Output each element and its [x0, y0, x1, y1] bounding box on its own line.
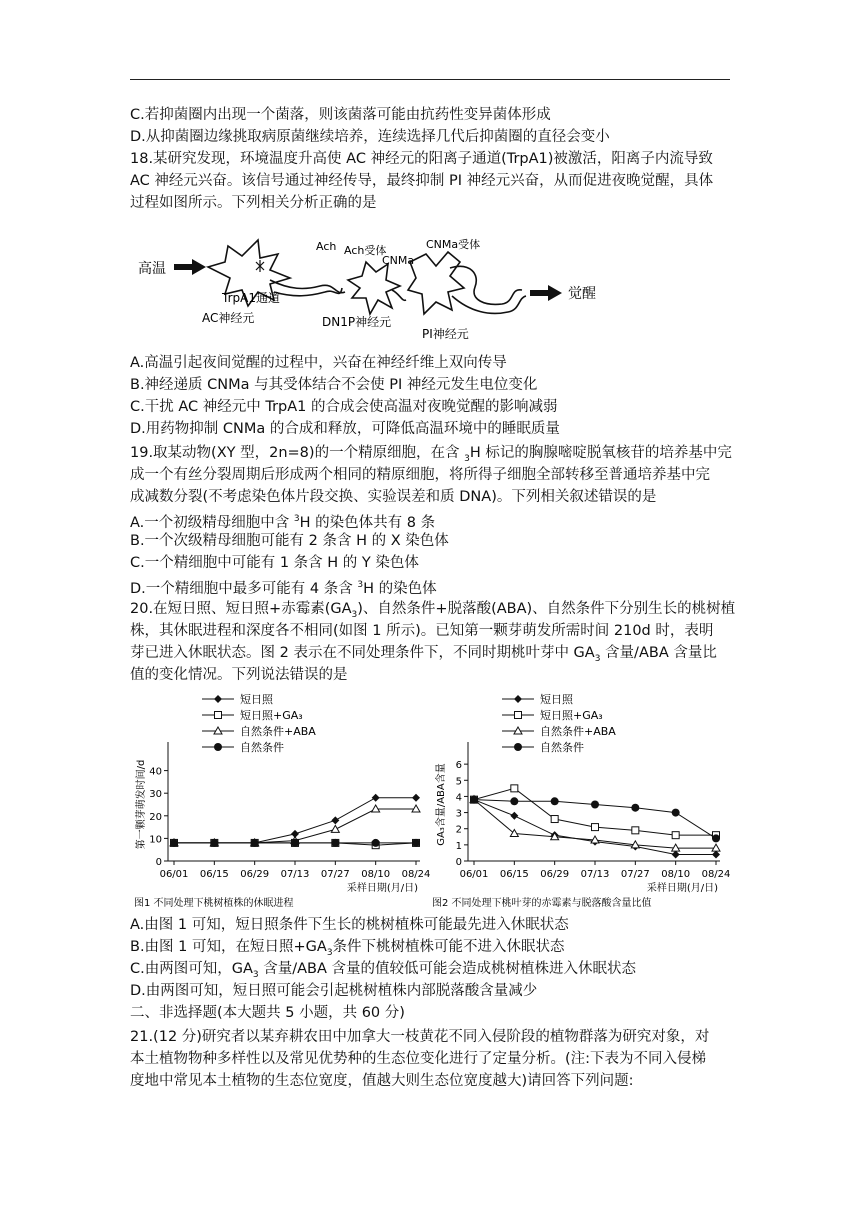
label-pi-neuron: PI神经元 — [422, 327, 469, 341]
q20-stem-line4: 值的变化情况。下列说法错误的是 — [130, 667, 348, 683]
q20b-text-a: B.由图 1 可知，在短日照+GA — [130, 939, 327, 955]
x-tick-label: 08/10 — [361, 869, 391, 880]
q19-text-a: 19.取某动物(XY 型，2n=8)的一个精原细胞，在含 — [130, 445, 465, 461]
legend-marker — [214, 743, 222, 751]
q19a-sup: 3 — [293, 514, 300, 524]
q19-option-b: B.一个次级精母细胞可能有 2 条含 H 的 X 染色体 — [130, 533, 449, 549]
data-point — [412, 839, 420, 847]
y-tick-label: 0 — [455, 857, 462, 868]
x-tick-label: 07/13 — [280, 869, 310, 880]
q19d-sup: 3 — [357, 580, 364, 590]
figure-caption: 图1 不同处理下桃树植株的休眠进程 — [134, 898, 294, 909]
x-tick-label: 06/29 — [540, 869, 570, 880]
legend-label: 自然条件 — [240, 741, 284, 754]
x-tick-label: 06/15 — [199, 869, 229, 880]
q18-option-c: C.干扰 AC 神经元中 TrpA1 的合成会使高温对夜晚觉醒的影响减弱 — [130, 399, 558, 415]
q20c-sub: 3 — [252, 969, 259, 980]
data-point — [470, 796, 478, 804]
legend-marker — [514, 695, 522, 703]
q20-option-d: D.由两图可知，短日照可能会引起桃树植株内部脱落酸含量减少 — [130, 983, 538, 999]
x-tick-label: 08/24 — [401, 869, 430, 880]
legend-label: 自然条件+ABA — [240, 725, 316, 738]
y-tick-label: 1 — [455, 840, 462, 852]
data-point — [372, 839, 380, 847]
x-axis-label: 采样日期(月/日) — [646, 883, 718, 894]
q18-option-a: A.高温引起夜间觉醒的过程中，兴奋在神经纤维上双向传导 — [130, 355, 507, 371]
legend-label: 短日照+GA₃ — [540, 709, 603, 722]
q17-option-d: D.从抑菌圈边缘挑取病原菌继续培养，连续选择几代后抑菌圈的直径会变小 — [130, 129, 610, 145]
section-heading: 二、非选择题(本大题共 5 小题，共 60 分) — [130, 1005, 405, 1021]
q20l3-sub: 3 — [594, 653, 601, 664]
y-axis-label: GA₃含量/ABA含量 — [436, 763, 447, 846]
q20l3-text-a: 芽已进入休眠状态。图 2 表示在不同处理条件下，不同时期桃叶芽中 GA — [130, 645, 595, 661]
data-point — [412, 794, 420, 802]
data-point — [170, 839, 178, 847]
q19-option-d — [130, 575, 437, 599]
q18-option-b: B.神经递质 CNMa 与其受体结合不会使 PI 神经元发生电位变化 — [130, 377, 538, 393]
q21-stem-line2: 本土植物物种多样性以及常见优势种的生态位变化进行了定量分析。(注:下表为不同入侵梯 — [130, 1051, 707, 1067]
y-tick-label: 2 — [455, 824, 462, 836]
label-dn1p-neuron: DN1P神经元 — [322, 315, 392, 329]
label-cnma: CNMa — [382, 254, 415, 267]
data-point — [251, 839, 259, 847]
trpa1-channel-icon — [256, 260, 264, 272]
label-ach-receptor: Ach受体 — [344, 244, 387, 257]
q18-option-d: D.用药物抑制 CNMa 的合成和释放，可降低高温环境中的睡眠质量 — [130, 421, 560, 437]
y-tick-label: 30 — [149, 789, 162, 801]
data-point — [291, 839, 299, 847]
label-cnma-receptor: CNMa受体 — [426, 238, 481, 251]
dn1p-neuron-shape — [348, 262, 406, 314]
q19d-text-a: D.一个精细胞中最多可能有 4 条含 — [130, 580, 358, 597]
q19-text-b: H 标记的胸腺嘧啶脱氧核苷的培养基中完 — [469, 445, 732, 461]
y-tick-label: 6 — [455, 760, 462, 772]
data-point — [712, 851, 720, 859]
x-tick-label: 06/15 — [499, 869, 529, 880]
label-ac-neuron: AC神经元 — [202, 311, 255, 325]
q19-sub: 3 — [464, 453, 470, 464]
y-axis-label: 第一颗芽萌发时间/d — [136, 759, 147, 850]
q20c-text-a: C.由两图可知，GA — [130, 961, 253, 977]
q20c-text-b: 含量/ABA 含量的值较低可能会造成桃树植株进入休眠状态 — [258, 961, 637, 977]
x-tick-label: 06/01 — [459, 869, 489, 880]
x-tick-label: 07/27 — [620, 869, 650, 880]
y-tick-label: 0 — [155, 857, 162, 868]
x-tick-label: 06/01 — [159, 869, 189, 880]
data-point — [551, 797, 559, 805]
data-point — [331, 839, 339, 847]
data-point — [511, 785, 518, 792]
q20-text-b: )、自然条件+脱落酸(ABA)、自然条件下分别生长的桃树植 — [357, 601, 736, 617]
q18-stem-line1: 18.某研究发现，环境温度升高使 AC 神经元的阳离子通道(TrpA1)被激活，阳离子内流导致 — [130, 151, 713, 167]
q19a-text-b: H 的染色体共有 8 条 — [299, 514, 436, 531]
legend-label: 短日照 — [240, 693, 273, 706]
q18-stem-line2: AC 神经元兴奋。该信号通过神经传导，最终抑制 PI 神经元兴奋，从而促进夜晚觉醒，具体 — [130, 173, 714, 189]
data-point — [210, 839, 218, 847]
q19-stem-line3: 成减数分裂(不考虑染色体片段交换、实验误差和质 DNA)。下列相关叙述错误的是 — [130, 489, 657, 505]
legend-label: 自然条件+ABA — [540, 725, 616, 738]
legend-label: 短日照+GA₃ — [240, 709, 303, 722]
label-trpa1: TrpA1通道 — [222, 291, 280, 305]
figure-2-chart — [430, 690, 730, 912]
x-tick-label: 07/27 — [320, 869, 350, 880]
figure-1-chart — [130, 690, 430, 912]
neuron-pathway-diagram — [130, 232, 610, 347]
legend-marker — [515, 712, 522, 719]
data-point — [510, 812, 518, 820]
data-point — [632, 827, 639, 834]
q21-stem-line3: 度地中常见本土植物的生态位宽度，值越大则生态位宽度越大)请回答下列问题: — [130, 1073, 634, 1089]
data-point — [331, 816, 339, 824]
arrow-out-icon — [530, 285, 562, 301]
q20b-sub: 3 — [326, 947, 333, 958]
label-wake: 觉醒 — [568, 286, 596, 302]
q20-option-a: A.由图 1 可知，短日照条件下生长的桃树植株可能最先进入休眠状态 — [130, 917, 569, 933]
legend-label: 短日照 — [540, 693, 573, 706]
label-heat: 高温 — [138, 261, 166, 277]
q19-option-a — [130, 509, 435, 533]
q17-option-c: C.若抑菌圈内出现一个菌落，则该菌落可能由抗药性变异菌体形成 — [130, 107, 551, 123]
q19a-text-a: A.一个初级精母细胞中含 — [130, 514, 294, 531]
data-point — [631, 804, 639, 812]
x-tick-label: 06/29 — [240, 869, 270, 880]
data-point — [372, 794, 380, 802]
legend-marker — [215, 712, 222, 719]
q21-stem-line1: 21.(12 分)研究者以某弃耕农田中加拿大一枝黄花不同入侵阶段的植物群落为研究对象，对 — [130, 1029, 710, 1045]
data-point — [592, 824, 599, 831]
y-tick-label: 20 — [149, 811, 162, 823]
data-point — [712, 834, 720, 842]
q20-sub: 3 — [351, 609, 358, 620]
q19-option-c: C.一个精细胞中可能有 1 条含 H 的 Y 染色体 — [130, 555, 419, 571]
data-point — [591, 801, 599, 809]
data-point — [712, 844, 720, 851]
label-ach: Ach — [316, 240, 337, 253]
figure-caption: 图2 不同处理下桃叶芽的赤霉素与脱落酸含量比值 — [432, 898, 652, 909]
legend-label: 自然条件 — [540, 741, 584, 754]
data-point — [510, 797, 518, 805]
legend-marker — [214, 695, 222, 703]
data-point — [672, 851, 680, 859]
y-tick-label: 10 — [149, 834, 162, 846]
x-tick-label: 08/10 — [661, 869, 691, 880]
data-point — [551, 816, 558, 823]
y-tick-label: 3 — [455, 808, 462, 820]
data-point — [672, 832, 679, 839]
q20-stem-line2: 株，其休眠进程和深度各不相同(如图 1 所示)。已知第一颗芽萌发所需时间 210d 时，表明 — [130, 623, 714, 639]
data-point — [331, 825, 339, 832]
q19-stem-line2: 成一个有丝分裂周期后形成两个相同的精原细胞，将所得子细胞全部转移至普通培养基中完 — [130, 467, 710, 483]
x-tick-label: 08/24 — [701, 869, 730, 880]
data-point — [672, 809, 680, 817]
q18-stem-line3: 过程如图所示。下列相关分析正确的是 — [130, 195, 377, 211]
q20-text-a: 20.在短日照、短日照+赤霉素(GA — [130, 601, 352, 617]
y-tick-label: 40 — [149, 766, 162, 778]
q19d-text-b: H 的染色体 — [363, 580, 437, 597]
x-axis-label: 采样日期(月/日) — [346, 883, 418, 894]
q20l3-text-b: 含量/ABA 含量比 — [600, 645, 717, 661]
header-rule — [130, 79, 730, 80]
legend-marker — [514, 743, 522, 751]
x-tick-label: 07/13 — [580, 869, 610, 880]
arrow-in-icon — [174, 259, 206, 275]
q20b-text-b: 条件下桃树植株可能不进入休眠状态 — [332, 939, 565, 955]
y-tick-label: 5 — [455, 776, 462, 788]
pi-neuron-shape — [408, 252, 526, 314]
y-tick-label: 4 — [455, 792, 462, 804]
